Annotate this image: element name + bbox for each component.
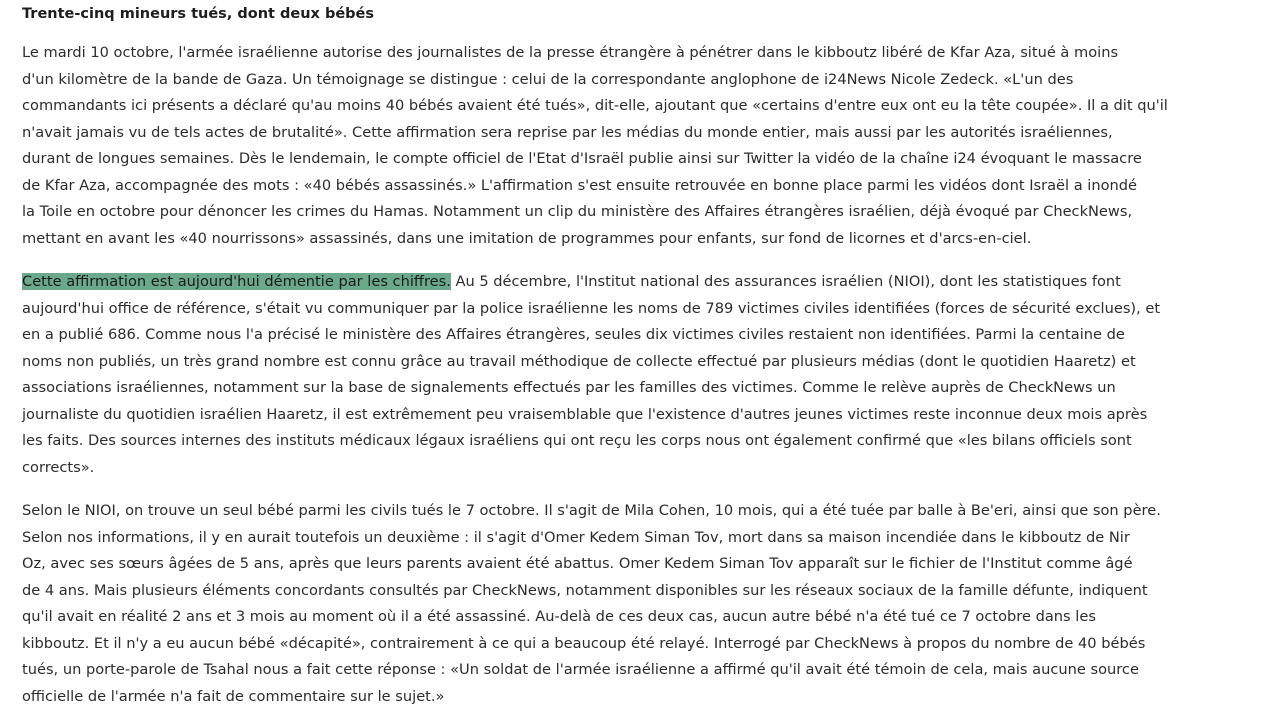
highlighted-text-selection[interactable]: Cette affirmation est aujourd'hui démentie par les chiffres. <box>22 273 451 290</box>
paragraph-line: mettant en avant les «40 nourrissons» assassinés, dans une imitation de programmes pour enfants, sur fond de licornes et d'arcs-en-ciel. <box>22 229 1032 247</box>
paragraph-line: officielle de l'armée n'a fait de commentaire sur le sujet.» <box>22 687 445 705</box>
paragraph-line: journaliste du quotidien israélien Haaretz, il est extrêmement peu vraisemblable que l'existence d'autres jeunes victimes reste inconnue deux mois après <box>22 405 1148 423</box>
paragraph-line-rest: Au 5 décembre, l'Institut national des assurances israélien (NIOI), dont les statistiques font <box>450 273 1121 290</box>
paragraph-line: aujourd'hui office de référence, s'était vu communiquer par la police israélienne les noms de 789 victimes civiles identifiées (forces de sécurité exclues), et <box>22 299 1161 317</box>
paragraph-line: de 4 ans. Mais plusieurs éléments concordants consultés par CheckNews, notamment disponibles sur les réseaux sociaux de la famille défunte, indiquent <box>22 581 1148 599</box>
paragraph-line: les faits. Des sources internes des instituts médicaux légaux israéliens qui ont reçu les corps nous ont également confirmé que «les bilans officiels sont <box>22 432 1132 449</box>
paragraph-line: Oz, avec ses sœurs âgées de 5 ans, après que leurs parents avaient été abattus. Omer Kedem Siman Tov apparaît sur le fichier de l'Institut comme âgé <box>22 555 1133 572</box>
paragraph-3 <box>22 498 1258 710</box>
paragraph-line: noms non publiés, un très grand nombre est connu grâce au travail méthodique de collecte effectué par plusieurs médias (dont le quotidien Haaretz) et <box>22 352 1136 370</box>
paragraph-line: durant de longues semaines. Dès le lendemain, le compte officiel de l'Etat d'Israël publie ainsi sur Twitter la vidéo de la chaîne i24 évoquant le massacre <box>22 150 1142 167</box>
paragraph-line: Selon nos informations, il y en aurait toutefois un deuxième : il s'agit d'Omer Kedem Siman Tov, mort dans sa maison incendiée dans le kibboutz de Nir <box>22 528 1130 546</box>
paragraph-line: de Kfar Aza, accompagnée des mots : «40 bébés assassinés.» L'affirmation s'est ensuite retrouvée en bonne place parmi les vidéos dont Israël a inondé <box>22 176 1138 194</box>
paragraph-line: n'avait jamais vu de tels actes de brutalité». Cette affirmation sera reprise par les médias du monde entier, mais aussi par les autorités israéliennes, <box>22 123 1113 141</box>
paragraph-line <box>22 269 1258 296</box>
paragraph-line: commandants ici présents a déclaré qu'au moins 40 bébés avaient été tués», dit-elle, ajoutant que «certains d'entre eux ont eu la tête coupée». Il a dit qu'il <box>22 97 1168 114</box>
paragraph-line: Le mardi 10 octobre, l'armée israélienne autorise des journalistes de la presse étrangère à pénétrer dans le kibboutz libéré de Kfar Aza, situé à moins <box>22 44 1119 61</box>
section-heading: Trente-cinq mineurs tués, dont deux bébés <box>22 6 375 22</box>
paragraph-line: d'un kilomètre de la bande de Gaza. Un témoignage se distingue : celui de la correspondante anglophone de i24News Nicole Zedeck. «L'un des <box>22 70 1074 88</box>
paragraph-line: la Toile en octobre pour dénoncer les crimes du Hamas. Notamment un clip du ministère des Affaires étrangères israélien, déjà évoqué par CheckNews, <box>22 203 1133 220</box>
paragraph-line: kibboutz. Et il n'y a eu aucun bébé «décapité», contrairement à ce qui a beaucoup été relayé. Interrogé par CheckNews à propos du nombre de 40 bébés <box>22 634 1146 652</box>
paragraph-line: tués, un porte-parole de Tsahal nous a fait cette réponse : «Un soldat de l'armée israélienne a affirmé qu'il avait été témoin de cela, mais aucune source <box>22 661 1139 678</box>
paragraph-line: Selon le NIOI, on trouve un seul bébé parmi les civils tués le 7 octobre. Il s'agit de Mila Cohen, 10 mois, qui a été tuée par balle à Be'eri, ainsi que son père. <box>22 502 1161 519</box>
paragraph-line: associations israéliennes, notamment sur la base de signalements effectués par les familles des victimes. Comme le relève auprès de CheckNews un <box>22 379 1116 396</box>
paragraph-line: qu'il avait en réalité 2 ans et 3 mois au moment où il a été assassiné. Au-delà de ces deux cas, aucun autre bébé n'a été tué ce 7 octobre dans les <box>22 608 1096 625</box>
paragraph-line: en a publié 686. Comme nous l'a précisé le ministère des Affaires étrangères, seules dix victimes civiles restaient non identifiées. Parmi la centaine de <box>22 326 1125 343</box>
paragraph-1 <box>22 40 1258 252</box>
paragraph-line: corrects». <box>22 458 95 476</box>
paragraph-2 <box>22 269 1258 481</box>
